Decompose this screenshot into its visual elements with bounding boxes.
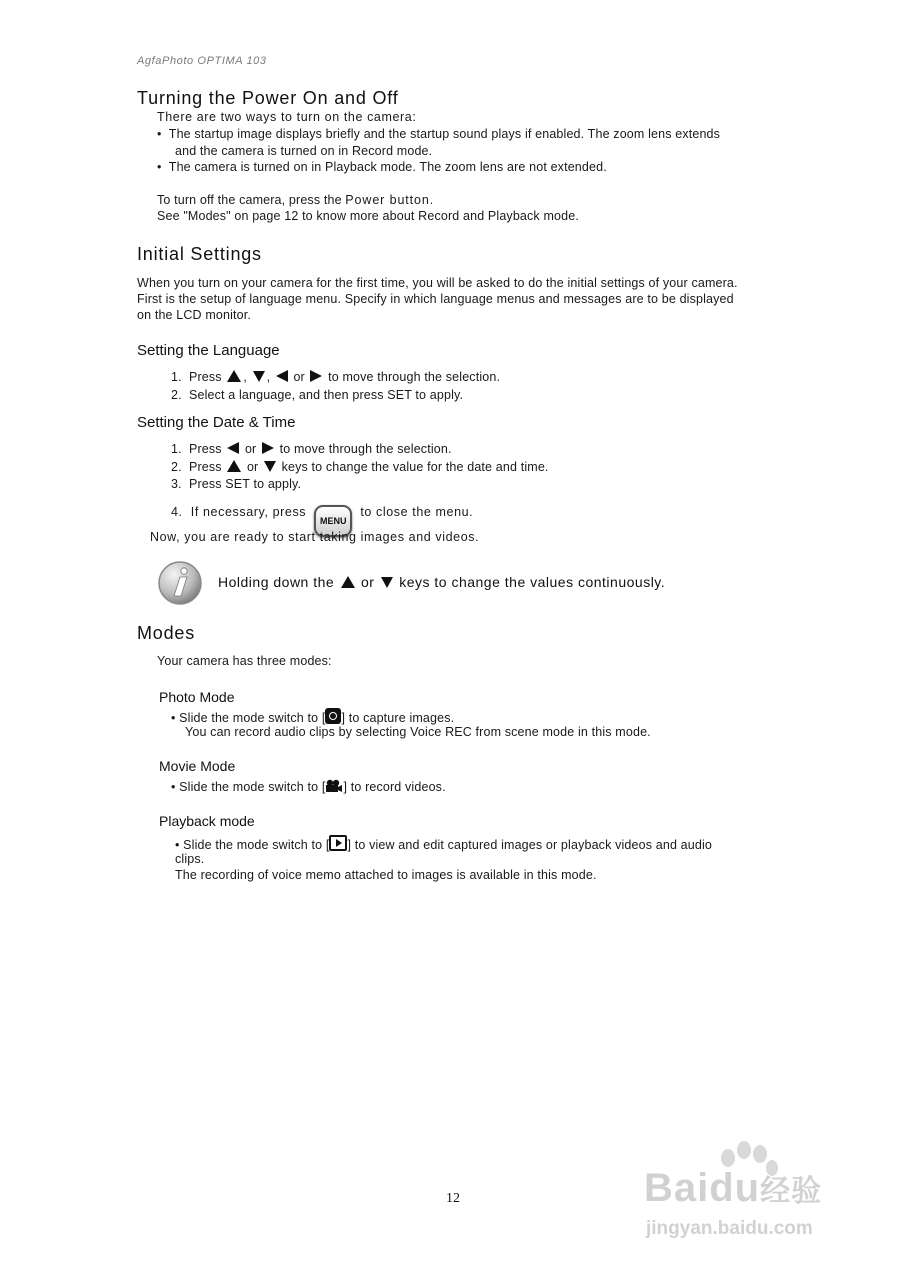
step-number: 1.: [171, 442, 182, 456]
movie-mode-line: [171, 779, 446, 794]
power-bullet-1: • The startup image displays briefly and the startup sound plays if enabled. The zoom lens extends: [157, 127, 721, 141]
power-button-label: Power button: [345, 193, 430, 207]
initial-para-line-3: on the LCD monitor.: [137, 308, 252, 322]
up-arrow-icon: [227, 370, 241, 382]
datetime-step-3: [171, 477, 301, 491]
language-heading: Setting the Language: [137, 342, 280, 359]
movie-prefix: • Slide the mode switch to [: [171, 780, 326, 794]
step-suffix: to close the menu.: [360, 505, 474, 519]
movie-suffix: ] to record videos.: [343, 780, 446, 794]
modes-intro: Your camera has three modes:: [157, 654, 332, 668]
info-icon: [157, 560, 203, 606]
down-arrow-icon: [381, 577, 393, 588]
datetime-heading: Setting the Date & Time: [137, 414, 296, 431]
movie-mode-heading: Movie Mode: [159, 758, 236, 774]
photo-prefix: • Slide the mode switch to [: [171, 711, 326, 725]
playback-prefix: • Slide the mode switch to [: [175, 838, 330, 852]
up-arrow-icon: [227, 460, 241, 472]
step-press: Press: [188, 370, 222, 384]
comma: ,: [243, 370, 247, 384]
step-text: Press SET to apply.: [188, 477, 302, 491]
step-rest: to move through the selection.: [279, 442, 452, 456]
photo-mode-heading: Photo Mode: [159, 689, 235, 705]
tip-text: [218, 574, 665, 590]
step-prefix: If necessary, press: [190, 505, 307, 519]
playback-mode-line-2: clips.: [175, 852, 205, 866]
ready-text: Now, you are ready to start taking images and videos.: [150, 530, 480, 544]
power-heading: Turning the Power On and Off: [137, 88, 399, 108]
step-press: Press: [188, 442, 222, 456]
right-arrow-icon: [310, 370, 322, 382]
left-arrow-icon: [227, 442, 239, 454]
menu-button-icon: MENU: [314, 505, 352, 537]
down-arrow-icon: [264, 461, 276, 472]
datetime-step-1: [171, 442, 452, 456]
power-off-text: [157, 193, 433, 207]
step-rest: keys to change the value for the date and time.: [281, 460, 549, 474]
step-number: 4.: [171, 505, 183, 519]
watermark-brand-text: Baidu: [644, 1166, 761, 1210]
language-step-1: [171, 370, 500, 384]
tip-prefix: Holding down the: [218, 574, 335, 590]
initial-para-line-2: First is the setup of language menu. Specify in which language menus and messages are to be displayed: [137, 292, 734, 306]
power-bullet-1-line-1: The startup image displays briefly and the startup sound plays if enabled. The zoom lens extends: [168, 127, 721, 141]
step-press: Press: [188, 460, 222, 474]
camera-icon: [325, 708, 341, 724]
power-bullet-2-text: The camera is turned on in Playback mode. The zoom lens are not extended.: [168, 160, 607, 174]
or-word: or: [246, 460, 259, 474]
step-rest: to move through the selection.: [328, 370, 501, 384]
initial-para-line-1: When you turn on your camera for the first time, you will be asked to do the initial settings of your camera.: [137, 276, 738, 290]
step-number: 3.: [171, 477, 182, 491]
or-word: or: [360, 574, 375, 590]
running-header: AgfaPhoto OPTIMA 103: [137, 55, 267, 67]
playback-suffix: ] to view and edit captured images or playback videos and audio: [347, 838, 713, 852]
power-bullet-1-line-2: and the camera is turned on in Record mode.: [175, 144, 433, 158]
step-number: 2.: [171, 388, 182, 402]
or-word: or: [293, 370, 305, 384]
up-arrow-icon: [341, 576, 355, 588]
right-arrow-icon: [262, 442, 274, 454]
photo-suffix: ] to capture images.: [341, 711, 455, 725]
see-modes-text: See "Modes" on page 12 to know more about Record and Playback mode.: [157, 209, 579, 223]
watermark-suffix: 经验: [760, 1175, 823, 1208]
or-word: or: [244, 442, 257, 456]
tip-suffix: keys to change the values continuously.: [399, 574, 666, 590]
movie-camera-icon: [325, 779, 343, 793]
baidu-watermark: [630, 1140, 860, 1250]
photo-mode-line-2: You can record audio clips by selecting Voice REC from scene mode in this mode.: [185, 725, 651, 739]
page-number: 12: [446, 1191, 460, 1206]
initial-settings-heading: Initial Settings: [137, 244, 262, 264]
language-step-2: [171, 388, 463, 402]
left-arrow-icon: [276, 370, 288, 382]
down-arrow-icon: [253, 371, 265, 382]
comma: ,: [266, 370, 271, 384]
modes-heading: Modes: [137, 623, 196, 643]
playback-mode-line-1: [175, 835, 712, 852]
power-bullet-2: • The camera is turned on in Playback mode. The zoom lens are not extended.: [157, 160, 607, 174]
watermark-url: jingyan.baidu.com: [646, 1218, 813, 1239]
step-number: 1.: [171, 370, 182, 384]
power-intro: There are two ways to turn on the camera:: [157, 110, 417, 124]
watermark-brand: [644, 1166, 822, 1211]
datetime-step-2: [171, 460, 549, 474]
playback-mode-heading: Playback mode: [159, 813, 255, 829]
photo-mode-line-1: [171, 708, 454, 725]
step-number: 2.: [171, 460, 182, 474]
power-off-suffix: .: [429, 193, 434, 207]
playback-mode-line-3: The recording of voice memo attached to images is available in this mode.: [175, 868, 597, 882]
playback-icon: [329, 835, 347, 851]
power-off-prefix: To turn off the camera, press the: [157, 193, 346, 207]
step-text: Select a language, and then press SET to apply.: [188, 388, 464, 402]
